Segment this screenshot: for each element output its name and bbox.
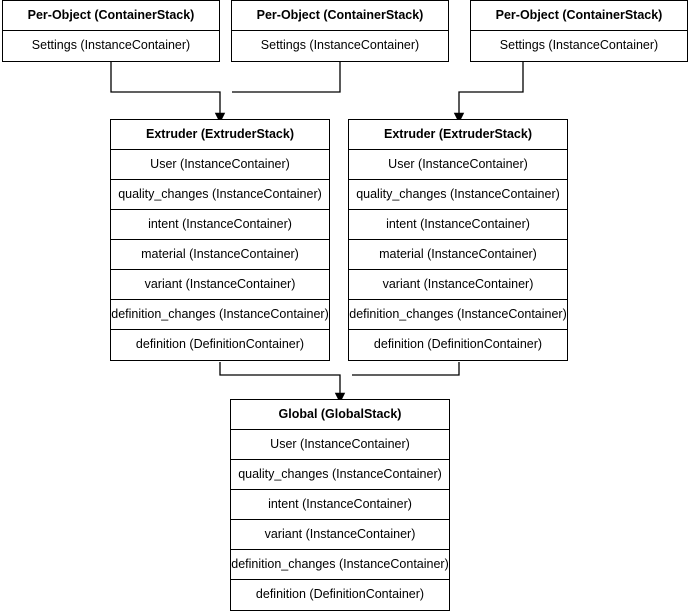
stack-row[interactable]: definition (DefinitionContainer)	[111, 330, 329, 360]
stack-header: Extruder (ExtruderStack)	[349, 120, 567, 150]
stack-row[interactable]: definition_changes (InstanceContainer)	[111, 300, 329, 330]
stack-header: Extruder (ExtruderStack)	[111, 120, 329, 150]
edge-perobject3-to-extruder2	[459, 60, 523, 118]
stack-row[interactable]: quality_changes (InstanceContainer)	[231, 460, 449, 490]
stack-row[interactable]: definition (DefinitionContainer)	[231, 580, 449, 610]
stack-header: Per-Object (ContainerStack)	[3, 1, 219, 31]
edge-extruder2-to-bus	[352, 362, 459, 375]
stack-row[interactable]: material (InstanceContainer)	[349, 240, 567, 270]
stack-row[interactable]: variant (InstanceContainer)	[111, 270, 329, 300]
stack-row[interactable]: User (InstanceContainer)	[111, 150, 329, 180]
edge-perobject2-to-bus	[232, 60, 340, 92]
stack-row[interactable]: material (InstanceContainer)	[111, 240, 329, 270]
stack-row[interactable]: definition_changes (InstanceContainer)	[349, 300, 567, 330]
stack-row[interactable]: variant (InstanceContainer)	[349, 270, 567, 300]
stack-row[interactable]: intent (InstanceContainer)	[231, 490, 449, 520]
edge-extruder1-to-global	[220, 362, 340, 398]
stack-global[interactable]	[230, 399, 450, 611]
stack-row[interactable]: User (InstanceContainer)	[231, 430, 449, 460]
stack-header: Global (GlobalStack)	[231, 400, 449, 430]
stack-row[interactable]: Settings (InstanceContainer)	[3, 31, 219, 61]
stack-row[interactable]: intent (InstanceContainer)	[349, 210, 567, 240]
stack-header: Per-Object (ContainerStack)	[471, 1, 687, 31]
stack-row[interactable]: intent (InstanceContainer)	[111, 210, 329, 240]
stack-row[interactable]: definition (DefinitionContainer)	[349, 330, 567, 360]
stack-per-object-2[interactable]	[231, 0, 449, 62]
stack-per-object-1[interactable]	[2, 0, 220, 62]
stack-row[interactable]: User (InstanceContainer)	[349, 150, 567, 180]
stack-extruder-1[interactable]	[110, 119, 330, 361]
stack-per-object-3[interactable]	[470, 0, 688, 62]
stack-row[interactable]: definition_changes (InstanceContainer)	[231, 550, 449, 580]
stack-row[interactable]: Settings (InstanceContainer)	[471, 31, 687, 61]
stack-row[interactable]: Settings (InstanceContainer)	[232, 31, 448, 61]
stack-header: Per-Object (ContainerStack)	[232, 1, 448, 31]
stack-row[interactable]: variant (InstanceContainer)	[231, 520, 449, 550]
stack-extruder-2[interactable]	[348, 119, 568, 361]
stack-row[interactable]: quality_changes (InstanceContainer)	[111, 180, 329, 210]
stack-row[interactable]: quality_changes (InstanceContainer)	[349, 180, 567, 210]
edge-perobject1-to-extruder1	[111, 60, 220, 118]
